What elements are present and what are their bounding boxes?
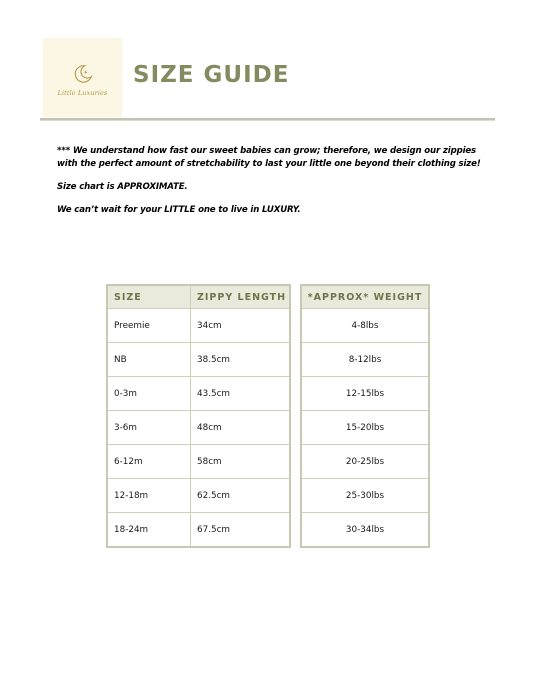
table-row	[301, 309, 429, 343]
weight-cell: 20-25lbs	[301, 445, 429, 479]
brand-name: Little Luxuries	[57, 88, 108, 97]
table-row	[107, 513, 290, 548]
table-row	[301, 445, 429, 479]
weight-cell: 25-30lbs	[301, 479, 429, 513]
size-cell: 6-12m	[107, 445, 191, 479]
table-row	[107, 377, 290, 411]
length-column-header: ZIPPY LENGTH	[191, 285, 291, 309]
table-row	[301, 479, 429, 513]
length-cell: 43.5cm	[191, 377, 291, 411]
intro-luxury-note: We can’t wait for your LITTLE one to live in LUXURY.	[57, 205, 301, 215]
intro-approx-note: Size chart is APPROXIMATE.	[57, 182, 188, 192]
table-row	[107, 343, 290, 377]
size-cell: 3-6m	[107, 411, 191, 445]
table-row	[107, 445, 290, 479]
length-cell: 48cm	[191, 411, 291, 445]
weight-cell: 4-8lbs	[301, 309, 429, 343]
table-row	[107, 479, 290, 513]
weight-cell: 12-15lbs	[301, 377, 429, 411]
intro-text	[57, 145, 489, 227]
weight-column-header: *APPROX* WEIGHT	[301, 285, 429, 309]
length-cell: 38.5cm	[191, 343, 291, 377]
size-cell: 12-18m	[107, 479, 191, 513]
table-row	[301, 343, 429, 377]
page-title: SIZE GUIDE	[133, 62, 290, 88]
table-row	[301, 377, 429, 411]
size-length-table	[106, 284, 291, 548]
brand-logo	[43, 38, 122, 117]
length-cell: 62.5cm	[191, 479, 291, 513]
table-row	[107, 309, 290, 343]
size-cell: NB	[107, 343, 191, 377]
weight-table	[300, 284, 430, 548]
size-cell: 0-3m	[107, 377, 191, 411]
table-row	[107, 411, 290, 445]
weight-cell: 15-20lbs	[301, 411, 429, 445]
size-cell: 18-24m	[107, 513, 191, 548]
title-divider-shadow	[40, 120, 495, 121]
length-cell: 67.5cm	[191, 513, 291, 548]
size-column-header: SIZE	[107, 285, 191, 309]
size-cell: Preemie	[107, 309, 191, 343]
table-row	[301, 513, 429, 548]
table-header-row	[107, 285, 290, 309]
table-row	[301, 411, 429, 445]
intro-stretch-note: *** We understand how fast our sweet babies can grow; therefore, we design our zippies with the perfect amount of stretchability to last your little one beyond their clothing size!	[57, 146, 481, 169]
length-cell: 58cm	[191, 445, 291, 479]
table-header-row	[301, 285, 429, 309]
length-cell: 34cm	[191, 309, 291, 343]
moon-star-icon	[72, 63, 94, 85]
weight-cell: 8-12lbs	[301, 343, 429, 377]
weight-cell: 30-34lbs	[301, 513, 429, 548]
